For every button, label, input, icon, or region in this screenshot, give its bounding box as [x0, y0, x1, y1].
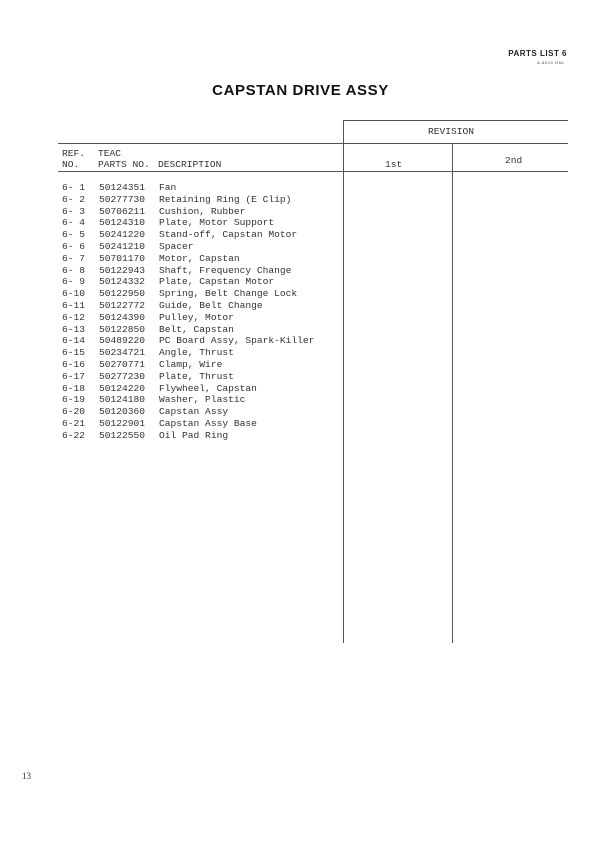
part-no: 50122550	[99, 429, 146, 441]
description: Clamp, Wire	[159, 358, 223, 370]
table-row	[62, 276, 314, 288]
description: Spring, Belt Change Lock	[159, 288, 298, 300]
table-row	[62, 430, 314, 442]
part-no: 50122901	[99, 417, 146, 429]
description: Shaft, Frequency Change	[159, 264, 292, 276]
table-row	[62, 418, 314, 430]
parts-list-label: PARTS LIST 6	[508, 49, 567, 58]
ref-no: 6- 2	[62, 193, 86, 205]
ref-no: 6- 9	[62, 276, 86, 288]
ref-no: 6- 3	[62, 205, 86, 217]
description: Spacer	[159, 240, 194, 252]
part-no: 50270771	[99, 358, 146, 370]
table-row	[62, 229, 314, 241]
ref-no: 6- 8	[62, 264, 86, 276]
part-no: 50124332	[99, 276, 146, 288]
revision-top-rule	[343, 120, 568, 121]
parts-no-header-line1: TEAC	[98, 148, 122, 159]
part-no: 50124220	[99, 382, 146, 394]
part-no: 50124390	[99, 311, 146, 323]
description: Retaining Ring (E Clip)	[159, 193, 292, 205]
header-top-rule	[58, 143, 568, 144]
description: Capstan Assy	[159, 406, 229, 418]
ref-no: 6-16	[62, 358, 86, 370]
revision-left-border	[343, 120, 344, 643]
ref-no: 6- 6	[62, 240, 86, 252]
ref-no: 6-11	[62, 299, 86, 311]
part-no: 50122950	[99, 288, 146, 300]
part-no: 50122943	[99, 264, 146, 276]
part-no: 50701170	[99, 252, 146, 264]
part-no: 50277730	[99, 193, 146, 205]
part-no: 50120360	[99, 406, 146, 418]
ref-no: 6-18	[62, 382, 86, 394]
table-row	[62, 347, 314, 359]
parts-no-header-line2: PARTS NO.	[98, 159, 150, 170]
revision-divider	[452, 143, 453, 643]
description: Motor, Capstan	[159, 252, 240, 264]
header-bottom-rule	[58, 171, 568, 172]
description: Belt, Capstan	[159, 323, 234, 335]
revision-2nd-header: 2nd	[505, 155, 523, 166]
part-no: 50122772	[99, 299, 146, 311]
ref-no: 6-20	[62, 406, 86, 418]
ref-no: 6-14	[62, 335, 86, 347]
page-title: CAPSTAN DRIVE ASSY	[212, 82, 389, 99]
description: Pulley, Motor	[159, 311, 234, 323]
table-row	[62, 206, 314, 218]
description: Flywheel, Capstan	[159, 382, 257, 394]
description: Oil Pad Ring	[159, 429, 229, 441]
ref-no: 6- 5	[62, 229, 86, 241]
description: Stand-off, Capstan Motor	[159, 229, 298, 241]
table-row	[62, 406, 314, 418]
ref-no: 6- 1	[62, 182, 86, 193]
ref-no: 6- 4	[62, 217, 86, 229]
description: Angle, Thrust	[159, 347, 234, 359]
table-row	[62, 394, 314, 406]
part-no: 50241210	[99, 240, 146, 252]
description: Guide, Belt Change	[159, 299, 263, 311]
description: PC Board Assy, Spark-Killer	[159, 335, 315, 347]
table-row	[62, 324, 314, 336]
ref-no: 6-19	[62, 394, 86, 406]
ref-no-header-line2: NO.	[62, 159, 80, 170]
table-row	[62, 217, 314, 229]
ref-no: 6-17	[62, 370, 86, 382]
description: Plate, Thrust	[159, 370, 234, 382]
revision-1st-header: 1st	[385, 159, 403, 170]
ref-no: 6-21	[62, 417, 86, 429]
parts-table-body	[62, 182, 314, 442]
description: Plate, Motor Support	[159, 217, 275, 229]
table-row	[62, 359, 314, 371]
part-no: 50124310	[99, 217, 146, 229]
page-number: 13	[22, 771, 31, 781]
description: Cushion, Rubber	[159, 205, 246, 217]
ref-no: 6-22	[62, 429, 86, 441]
description: Capstan Assy Base	[159, 417, 257, 429]
table-row	[62, 265, 314, 277]
table-row	[62, 312, 314, 324]
ref-no: 6-10	[62, 288, 86, 300]
description: Plate, Capstan Motor	[159, 276, 275, 288]
table-row	[62, 241, 314, 253]
description-header: DESCRIPTION	[158, 159, 222, 170]
ref-no-header-line1: REF.	[62, 148, 86, 159]
table-row	[62, 335, 314, 347]
table-row	[62, 182, 314, 194]
part-no: 50122850	[99, 323, 146, 335]
table-row	[62, 194, 314, 206]
part-no: 50706211	[99, 205, 146, 217]
part-no: 50124351	[99, 182, 146, 193]
ref-no: 6-12	[62, 311, 86, 323]
ref-no: 6-13	[62, 323, 86, 335]
revision-header: REVISION	[428, 126, 475, 137]
table-row	[62, 383, 314, 395]
part-no: 50124180	[99, 394, 146, 406]
table-row	[62, 371, 314, 383]
ref-no: 6-15	[62, 347, 86, 359]
table-row	[62, 300, 314, 312]
part-no: 50234721	[99, 347, 146, 359]
table-row	[62, 253, 314, 265]
table-row	[62, 288, 314, 300]
part-no: 50241220	[99, 229, 146, 241]
description: Fan	[159, 182, 177, 193]
document-code: A-8010 DNL	[536, 60, 565, 65]
ref-no: 6- 7	[62, 252, 86, 264]
part-no: 50489220	[99, 335, 146, 347]
description: Washer, Plastic	[159, 394, 246, 406]
part-no: 50277230	[99, 370, 146, 382]
